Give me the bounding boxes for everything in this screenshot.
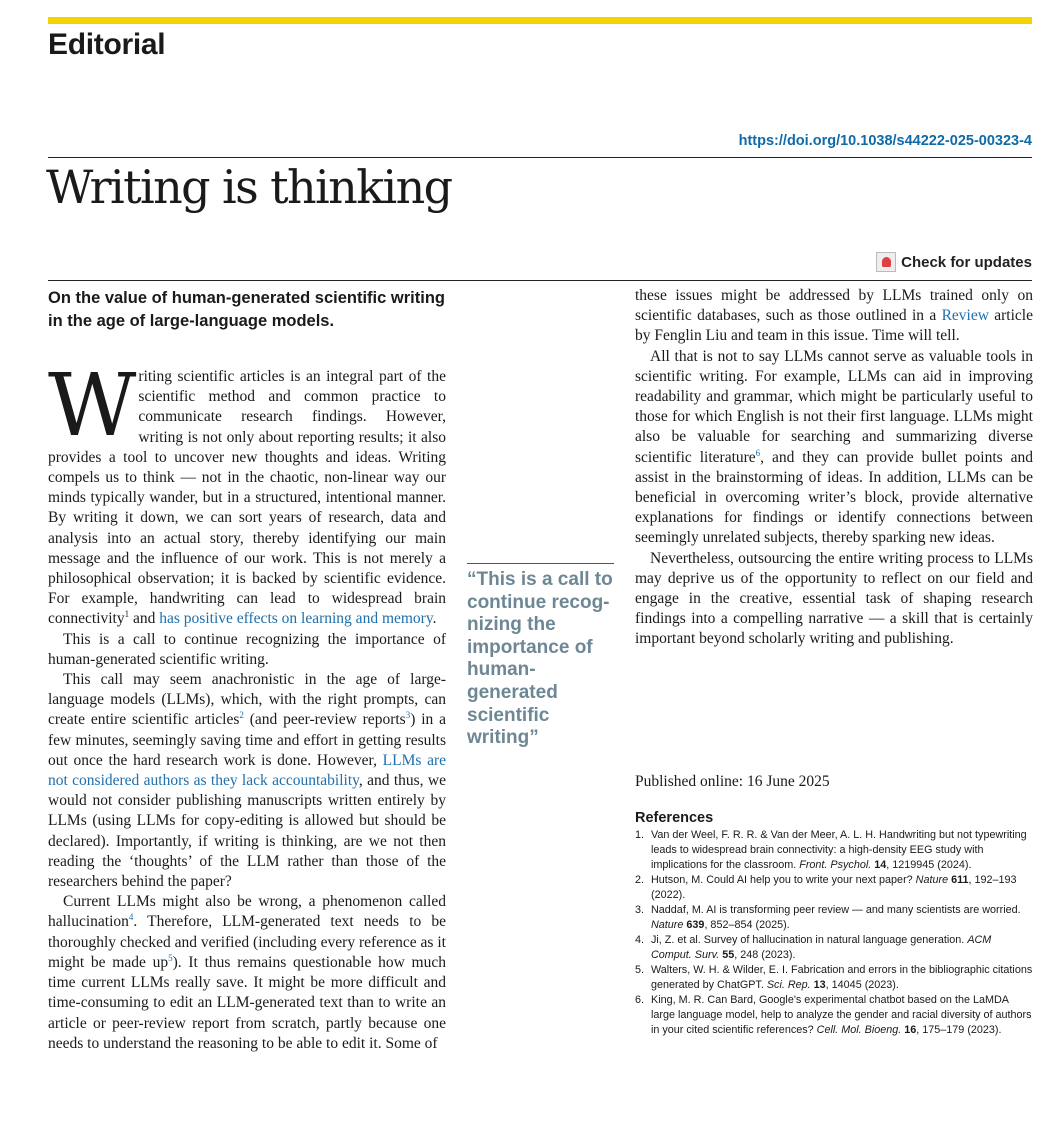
volume: 13 — [813, 979, 826, 991]
reference-text: Walters, W. H. & Wilder, E. I. Fabrication and errors in the bibliographic citations generated by ChatGPT. Sci. Rep. 13, 14045 (2023). — [651, 964, 1033, 991]
article-title: Writing is thinking — [46, 160, 452, 214]
citation-1[interactable]: 1 — [124, 609, 130, 620]
published-date: Published online: 16 June 2025 — [635, 773, 830, 790]
citation-5[interactable]: 5 — [168, 952, 173, 963]
paragraph: All that is not to say LLMs cannot serve as valuable tools in scientific writing. For example, LLMs can aid in improving readability and grammar, which might be particularly useful to those for which English is not their first language. LLMs might also be valuable for searching and summarizing diverse scientific literature$^6$, and they can provide bullet points and assist in the brainstorming of ideas. In addition, LLMs can be beneficial in overcoming writer’s block, provide alternative explanations for findings or identify connections between seemingly unrelated subjects, thereby sparking new ideas. — [635, 347, 1033, 547]
p4-continued: ). It thus remains questionable how much time current LLMs really save. It might be more difficult and time-consuming to edit an LLM-generated text than to write an article or peer-review report from scratch, partly because one needs to understand the reasoning to be able to edit it. Some of — [48, 953, 446, 1052]
volume: 14 — [874, 859, 887, 871]
doi-link[interactable]: https://doi.org/10.1038/s44222-025-00323-4 — [738, 133, 1032, 149]
journal-name: Nature — [651, 919, 684, 931]
citation-4[interactable]: 4 — [128, 912, 134, 923]
p4-overflow: these issues might be addressed by LLMs trained only on scientific databases, such as those outlined in a — [635, 287, 1033, 325]
references-heading: References — [635, 810, 714, 826]
volume: 16 — [904, 1024, 917, 1036]
section-label: Editorial — [48, 28, 166, 61]
reference-text: King, M. R. Can Bard, Google's experimental chatbot based on the LaMDA large language model, help to analyze the gender and racial diversity of authors in your cited scientific references? Cell. Mol. Bioeng. 16, 175–179 (2023). — [651, 994, 1032, 1036]
volume: 639 — [686, 919, 705, 931]
reference-item — [635, 933, 1035, 963]
pull-quote-rule — [467, 563, 614, 564]
standfirst: On the value of human-generated scientific writing in the age of large-language models. — [48, 289, 445, 330]
reference-item — [635, 873, 1035, 903]
reference-text: Naddaf, M. AI is transforming peer review — and many scientists are worried. Nature 639, 852–854 (2025). — [651, 904, 1021, 931]
reference-number: 2. — [635, 874, 645, 886]
volume: 611 — [951, 874, 969, 886]
divider — [48, 280, 1032, 281]
journal-name: Nature — [915, 874, 949, 886]
paragraph: Writing scientific articles is an integral part of the scientific method and common practice to communicate research findings. However, writing is not only about reporting results; it also provides a tool to uncover new thoughts and ideas. Writing compels us to think — not in the chaotic, non-linear way our minds typically wander, but in a structured, intentional manner. By writing it down, we can sort years of research, data and analysis into an actual story, thereby identifying our main message and the influence of our work. This is not merely a philosophical observation; it is backed by scientific evidence. For example, handwriting can lead to widespread brain connectivity$^1$ and has positive effects on learning and memory. — [48, 356, 446, 628]
citation-2[interactable]: 2 — [239, 710, 244, 721]
paragraph: Nevertheless, outsourcing the entire writing process to LLMs may deprive us of the opportunity to reflect on our field and engage in the creative, essential task of shaping research findings into a compelling narrative — a skill that is certainly important beyond scholarly writing and publishing. — [635, 549, 1033, 648]
reference-text: Van der Weel, F. R. R. & Van der Meer, A. L. H. Handwriting but not typewriting leads to widespread brain connectivity: a high-density EEG study with implications for the classroom. Front. Psychol. 14, 1219945 (2024). — [651, 829, 1027, 871]
journal-name: Front. Psychol. — [799, 859, 872, 871]
paragraph: Current LLMs might also be wrong, a phenomenon called hallucination$^4$. Therefore, LLM-generated text needs to be thoroughly checked and verified (including every reference as it might be made up$^5$). It thus remains questionable how much time current LLMs really save. It might be more difficult and time-consuming to edit an LLM-generated text than to write an article or peer-review report from scratch, partly because one needs to understand the reasoning to be able to edit it. Some of — [48, 893, 446, 1052]
accent-bar — [48, 17, 1032, 24]
divider — [48, 157, 1032, 158]
citation-3[interactable]: 3 — [405, 710, 411, 721]
journal-name: Sci. Rep. — [766, 979, 811, 991]
reference-number: 1. — [635, 829, 645, 841]
reference-item — [635, 903, 1035, 933]
review-link[interactable]: Review — [941, 307, 989, 325]
references-list — [635, 828, 1035, 1038]
reference-number: 4. — [635, 934, 645, 946]
reference-item — [635, 993, 1035, 1038]
reference-text: Hutson, M. Could AI help you to write your next paper? Nature 611, 192–193 (2022). — [651, 874, 1017, 901]
journal-name: ACM Comput. Surv. — [651, 934, 992, 961]
check-updates-button[interactable] — [876, 252, 1032, 272]
paragraph-continued: these issues might be addressed by LLMs trained only on scientific databases, such as those outlined in a Review article by Fenglin Liu and team in this issue. Time will tell. — [635, 287, 1033, 345]
reference-text: Ji, Z. et al. Survey of hallucination in natural language generation. ACM Comput. Surv. 55, 248 (2023). — [651, 934, 992, 961]
pull-quote: “This is a call to continue recog-nizing the importance of human-generated scientific writing” — [467, 569, 613, 749]
bookmark-icon — [876, 252, 896, 272]
paragraph: This is a call to continue recognizing the importance of human-generated scientific writing. — [48, 630, 446, 668]
reference-number: 6. — [635, 994, 645, 1006]
body-column-left — [48, 356, 447, 1054]
reference-number: 5. — [635, 964, 645, 976]
check-updates-label: Check for updates — [901, 253, 1032, 271]
reference-number: 3. — [635, 904, 645, 916]
reference-item — [635, 828, 1035, 873]
reference-item — [635, 963, 1035, 993]
paragraph: This call may seem anachronistic in the age of large-language models (LLMs), which, with the right prompts, can create entire scientific articles$^2$ (and peer-review reports$^3$) in a few minutes, seemingly saving time and effort in getting results out once the hard research work is done. However, LLMs are not considered authors as they lack accountability, and thus, we would not consider publishing manuscripts written entirely by LLMs (using LLMs for copy-editing is allowed but should be declared). Importantly, if writing is thinking, are we not then reading the ‘thoughts’ of the LLM rather than those of the researchers behind the paper? — [48, 671, 447, 891]
citation-6[interactable]: 6 — [755, 447, 761, 458]
learning-memory-link[interactable]: has positive effects on learning and memory — [159, 610, 433, 628]
drop-cap: W — [48, 356, 135, 456]
body-column-right — [635, 286, 1033, 650]
volume: 55 — [722, 949, 735, 961]
authorship-link[interactable]: LLMs are not considered authors as they lack accountability — [48, 751, 447, 790]
journal-name: Cell. Mol. Bioeng. — [816, 1024, 902, 1036]
